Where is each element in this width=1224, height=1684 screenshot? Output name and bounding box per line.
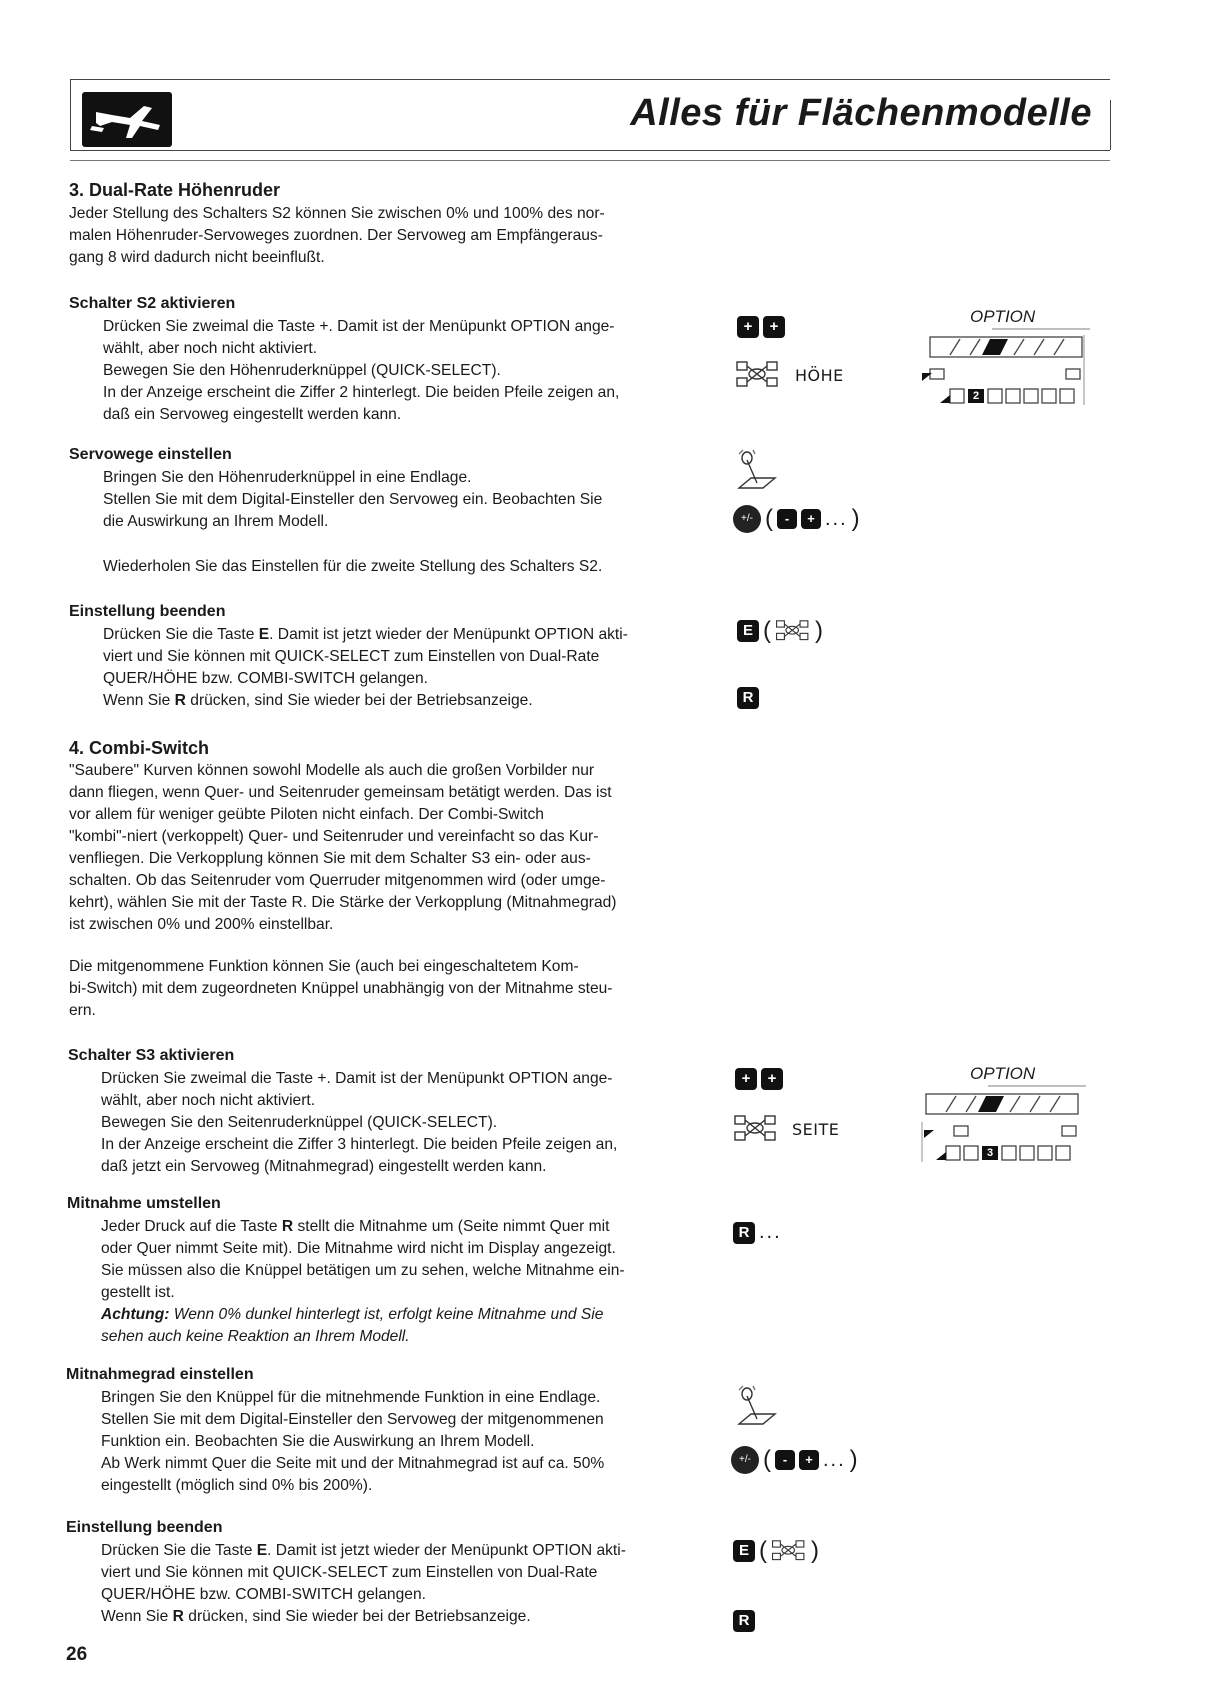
text-fragment: Wenn Sie: [103, 692, 175, 709]
text-fragment: drücken, sind Sie wieder bei der Betriebsanzeige.: [185, 692, 533, 709]
warning-line: [101, 1304, 703, 1326]
text-line: daß ein Servoweg eingestellt werden kann.: [103, 406, 402, 423]
text-line: bi-Switch) mit dem zugeordneten Knüppel unabhängig von der Mitnahme steu-: [69, 980, 613, 997]
lcd-display: [918, 1062, 1088, 1172]
text-line: eingestellt (möglich sind 0% bis 200%).: [101, 1477, 373, 1494]
text-line: Wiederholen Sie das Einstellen für die zweite Stellung des Schalters S2.: [103, 558, 603, 575]
header-rule-top: [70, 79, 1110, 80]
text-line: gang 8 wird dadurch nicht beeinflußt.: [69, 249, 325, 266]
ellipsis: ...: [825, 507, 848, 530]
text-line: viert und Sie können mit QUICK-SELECT zum Einstellen von Dual-Rate: [101, 1564, 598, 1581]
header-rule-left: [70, 79, 71, 150]
text-fragment: Wenn 0% dunkel hinterlegt ist, erfolgt keine Mitnahme und Sie: [169, 1306, 604, 1323]
text-line: QUER/HÖHE bzw. COMBI-SWITCH gelangen.: [103, 670, 428, 687]
text-line: Bewegen Sie den Seitenruderknüppel (QUICK-SELECT).: [101, 1114, 498, 1131]
text-line: oder Quer nimmt Seite mit). Die Mitnahme wird nicht im Display angezeigt.: [101, 1240, 616, 1257]
text-line: [101, 1540, 703, 1562]
text-line: die Auswirkung an Ihrem Modell.: [103, 513, 329, 530]
stick-icon: [771, 1538, 807, 1564]
text-fragment: Wenn Sie: [101, 1608, 173, 1625]
step-text: [101, 1216, 703, 1348]
step-text: [101, 1068, 703, 1178]
key-letter: R: [174, 692, 186, 709]
ellipsis: ...: [759, 1221, 782, 1243]
text-fragment: . Damit ist jetzt wieder der Menüpunkt OPTION akti-: [267, 1542, 626, 1559]
key-letter: E: [258, 626, 270, 643]
text-line: schalten. Ob das Seitenruder vom Querruder mitgenommen wird (oder umge-: [69, 872, 606, 889]
e-key-icon[interactable]: E: [733, 1540, 755, 1562]
text-line: [103, 690, 703, 712]
digital-dial-icon[interactable]: +/-: [733, 505, 761, 533]
step-text: [101, 1540, 703, 1628]
paren-close: ): [849, 1446, 858, 1473]
plus-key-icon[interactable]: +: [801, 509, 821, 529]
exit-keys: [733, 1537, 819, 1565]
r-key-icon[interactable]: R: [733, 1222, 755, 1244]
section-4-title: 4. Combi-Switch: [69, 738, 210, 758]
step-heading: Schalter S3 aktivieren: [68, 1047, 235, 1064]
text-line: [101, 1216, 703, 1238]
paren-close: ): [811, 1537, 819, 1564]
text-line: venfliegen. Die Verkopplung können Sie mit dem Schalter S3 ein- oder aus-: [69, 850, 591, 867]
text-line: Bringen Sie den Höhenruderknüppel in eine Endlage.: [103, 469, 472, 486]
step-heading: Schalter S2 aktivieren: [69, 295, 236, 312]
paren-close: ): [815, 617, 823, 644]
text-line: ern.: [69, 1002, 96, 1019]
text-line: dann fliegen, wenn Quer- und Seitenruder gemeinsam betätigt werden. Das ist: [69, 784, 612, 801]
r-key-group: [733, 1221, 782, 1244]
exit-keys: [737, 617, 823, 645]
lcd-digit: 2: [972, 390, 980, 402]
key-letter: R: [172, 1608, 184, 1625]
plus-key-icon[interactable]: +: [735, 1068, 757, 1090]
stick-label: HÖHE: [795, 366, 844, 385]
text-line: wählt, aber noch nicht aktiviert.: [103, 340, 318, 357]
text-fragment: Drücken Sie die Taste: [101, 1542, 257, 1559]
section-3-title: 3. Dual-Rate Höhenruder: [69, 180, 281, 200]
stick-icon: [733, 1114, 779, 1149]
minus-key-icon[interactable]: -: [775, 1450, 795, 1470]
plus-key-icon[interactable]: +: [737, 316, 759, 338]
text-line: vor allem für weniger geübte Piloten nicht einfach. Der Combi-Switch: [69, 806, 544, 823]
text-fragment: Jeder Druck auf die Taste: [101, 1218, 282, 1235]
plus-key-icon[interactable]: +: [799, 1450, 819, 1470]
warning-line: sehen auch keine Reaktion an Ihrem Modell.: [101, 1328, 410, 1345]
warning-label: Achtung:: [101, 1306, 170, 1323]
section-4-intro: [69, 760, 703, 936]
page-number: 26: [66, 1644, 88, 1665]
plus-keys: [735, 1068, 783, 1090]
joystick-icon: [733, 448, 781, 499]
paren-open: (: [765, 505, 773, 532]
step-heading: Mitnahme umstellen: [67, 1195, 221, 1212]
lcd-label: OPTION: [970, 307, 1036, 326]
text-line: In der Anzeige erscheint die Ziffer 2 hinterlegt. Die beiden Pfeile zeigen an,: [103, 384, 620, 401]
header-rule-bottom: [70, 150, 1110, 151]
text-line: malen Höhenruder-Servoweges zuordnen. Der Servoweg am Empfängeraus-: [69, 227, 603, 244]
plus-key-icon[interactable]: +: [761, 1068, 783, 1090]
text-line: "Saubere" Kurven können sowohl Modelle als auch die großen Vorbilder nur: [69, 762, 595, 779]
step-text: [101, 1387, 703, 1497]
digital-dial-icon[interactable]: +/-: [731, 1446, 759, 1474]
step-heading: Mitnahmegrad einstellen: [66, 1366, 254, 1383]
text-fragment: Drücken Sie die Taste: [103, 626, 259, 643]
text-line: [101, 1606, 703, 1628]
ellipsis: ...: [823, 1448, 846, 1471]
step-text: [103, 316, 703, 426]
text-line: Jeder Stellung des Schalters S2 können Sie zwischen 0% und 100% des nor-: [69, 205, 605, 222]
lcd-label: OPTION: [970, 1064, 1036, 1083]
text-line: daß jetzt ein Servoweg (Mitnahmegrad) eingestellt werden kann.: [101, 1158, 547, 1175]
dial-and-keys: [733, 505, 860, 533]
key-letter: E: [256, 1542, 268, 1559]
text-line: wählt, aber noch nicht aktiviert.: [101, 1092, 316, 1109]
airplane-icon: [82, 92, 172, 147]
text-line: Sie müssen also die Knüppel betätigen um zu sehen, welche Mitnahme ein-: [101, 1262, 625, 1279]
step-text: [103, 624, 703, 712]
paren-close: ): [851, 505, 860, 532]
paren-open: (: [763, 1446, 771, 1473]
text-fragment: . Damit ist jetzt wieder der Menüpunkt OPTION akti-: [269, 626, 628, 643]
lcd-digit: 3: [986, 1147, 994, 1159]
r-key-icon[interactable]: R: [733, 1610, 755, 1632]
stick-icon: [775, 618, 811, 644]
joystick-icon: [733, 1384, 781, 1435]
text-line: ist zwischen 0% und 200% einstellbar.: [69, 916, 334, 933]
step-heading: Einstellung beenden: [69, 603, 226, 620]
paren-open: (: [759, 1537, 767, 1564]
step-heading: Einstellung beenden: [66, 1519, 223, 1536]
r-key-icon[interactable]: R: [737, 687, 759, 709]
key-letter: R: [281, 1218, 294, 1235]
e-key-icon[interactable]: E: [737, 620, 759, 642]
stick-label: SEITE: [792, 1120, 840, 1139]
page-title: Alles für Flächenmodelle: [630, 92, 1092, 134]
header-rule-underline: [70, 160, 1110, 161]
text-fragment: stellt die Mitnahme um (Seite nimmt Quer mit: [293, 1218, 610, 1235]
header-rule-right: [1110, 100, 1111, 150]
text-line: Stellen Sie mit dem Digital-Einsteller den Servoweg der mitgenommenen: [101, 1411, 604, 1428]
r-key-group: [733, 1610, 755, 1632]
text-line: kehrt), wählen Sie mit der Taste R. Die Stärke der Verkopplung (Mitnahmegrad): [69, 894, 617, 911]
r-key-group: [737, 687, 759, 709]
text-line: viert und Sie können mit QUICK-SELECT zum Einstellen von Dual-Rate: [103, 648, 600, 665]
text-line: Ab Werk nimmt Quer die Seite mit und der Mitnahmegrad ist auf ca. 50%: [101, 1455, 605, 1472]
text-line: Stellen Sie mit dem Digital-Einsteller den Servoweg ein. Beobachten Sie: [103, 491, 603, 508]
section-4-intro-2: [69, 956, 703, 1022]
paren-open: (: [763, 617, 771, 644]
text-line: gestellt ist.: [101, 1284, 175, 1301]
plus-key-icon[interactable]: +: [763, 316, 785, 338]
text-line: Die mitgenommene Funktion können Sie (auch bei eingeschaltetem Kom-: [69, 958, 579, 975]
step-text: [103, 467, 703, 533]
plus-keys: [737, 316, 785, 338]
stick-icon: [735, 360, 781, 395]
text-line: In der Anzeige erscheint die Ziffer 3 hinterlegt. Die beiden Pfeile zeigen an,: [101, 1136, 618, 1153]
text-line: Bringen Sie den Knüppel für die mitnehmende Funktion in eine Endlage.: [101, 1389, 601, 1406]
text-line: Drücken Sie zweimal die Taste +. Damit ist der Menüpunkt OPTION ange-: [101, 1070, 613, 1087]
minus-key-icon[interactable]: -: [777, 509, 797, 529]
lcd-display: [922, 305, 1092, 415]
text-line: Funktion ein. Beobachten Sie die Auswirkung an Ihrem Modell.: [101, 1433, 535, 1450]
text-fragment: drücken, sind Sie wieder bei der Betriebsanzeige.: [183, 1608, 531, 1625]
section-3-intro: [69, 203, 703, 269]
text-line: "kombi"-niert (verkoppelt) Quer- und Seitenruder und vereinfacht so das Kur-: [69, 828, 599, 845]
text-line: Bewegen Sie den Höhenruderknüppel (QUICK-SELECT).: [103, 362, 501, 379]
text-line: QUER/HÖHE bzw. COMBI-SWITCH gelangen.: [101, 1586, 426, 1603]
step-text: [103, 556, 703, 578]
text-line: Drücken Sie zweimal die Taste +. Damit ist der Menüpunkt OPTION ange-: [103, 318, 615, 335]
text-line: [103, 624, 703, 646]
step-heading: Servowege einstellen: [69, 446, 232, 463]
dial-and-keys: [731, 1446, 858, 1474]
